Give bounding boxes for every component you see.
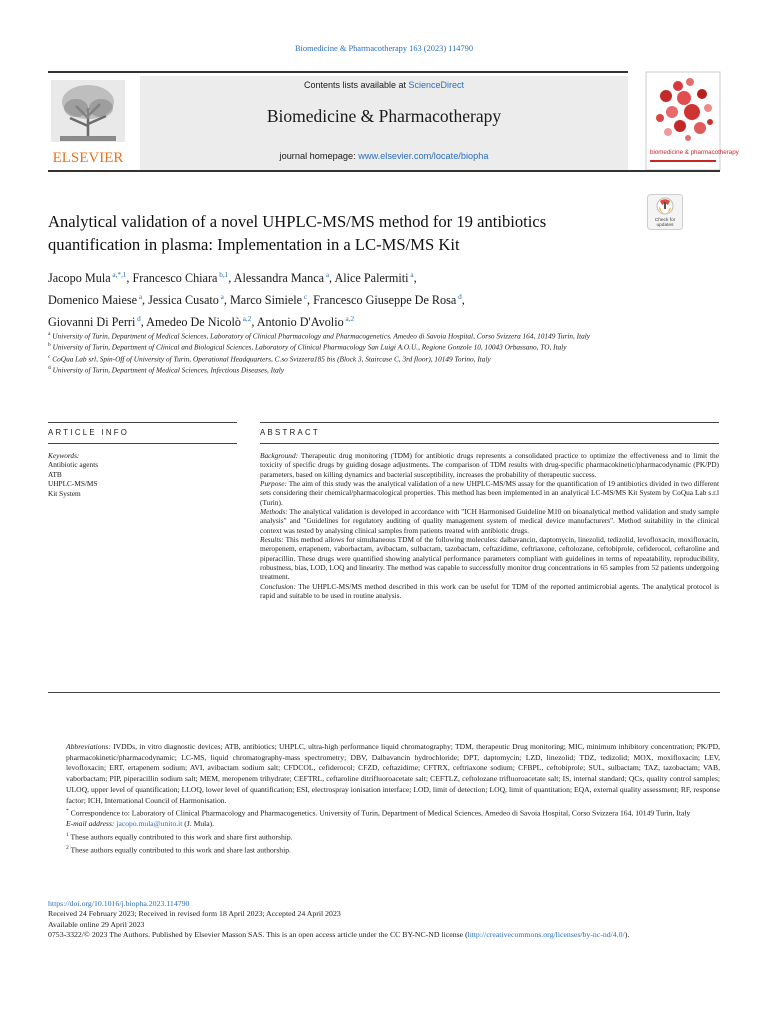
affiliation-d: $^d$ University of Turin, Department of Medical Sciences, Infectious Diseases, Italy (48, 364, 285, 375)
publication-info (48, 899, 720, 941)
author-affiliation-marker: d (456, 293, 462, 302)
header-bottom-rule (48, 170, 720, 172)
author-name[interactable]: Francesco Giuseppe De Rosa (313, 293, 457, 308)
article-info-rule-top (48, 422, 237, 423)
author-affiliation-marker: a,*,1 (110, 271, 127, 279)
elsevier-tree-logo (48, 78, 128, 166)
author-name[interactable]: Marco Simiele (229, 293, 303, 308)
contents-prefix: Contents lists available at (303, 80, 409, 90)
author-name[interactable]: Amedeo De Nicolò (146, 315, 241, 330)
author-name[interactable]: Jacopo Mula (48, 271, 111, 286)
affiliation-a: $^a$ University of Turin, Department of Medical Sciences, Laboratory of Clinical Pharmacology and Pharmacogenetics. Amedeo di Savoia Hospital, Corso Svizzera 164, 10149 Turin, Italy (48, 331, 591, 341)
license-statement: 0753-3322/© 2023 The Authors. Published by Elsevier Masson SAS. This is an open access article under the CC BY-NC-ND license (http://creativecommons.org/licenses/by-nc-nd/4.0/). (48, 930, 630, 940)
keyword-item: Antibiotic agents (48, 460, 99, 470)
correspondence-footnote: * Correspondence to: Laboratory of Clinical Pharmacology and Pharmacogenetics. University of Turin, Department of Medical Sciences, Amedeo di Savoia Hospital, Corso Svizzera 164, 10149 Turin, Italy (66, 808, 691, 818)
contents-available-line (140, 80, 628, 90)
keyword-item: ATB (48, 469, 62, 479)
abstract-methods: Methods: The analytical validation is developed in accordance with "ICH Harmonised Guideline M10 on bioanalytical method validation and study sample analysis" and "Guidelines for regulatory auditing of quality management system of medical device manufacturers". Method suitability in the clinical context was tested by analysing clinical samples from patients treated with antibiotic drugs. (260, 507, 719, 535)
author-affiliation-marker: a,2 (240, 315, 252, 324)
journal-cover-thumbnail[interactable] (646, 72, 739, 170)
abstract-rule-top (260, 422, 719, 423)
author-affiliation-marker: d (135, 315, 141, 324)
last-authorship-note: $^2$ These authors equally contributed to this work and share last authorship. (66, 845, 291, 855)
author-affiliation-marker: a (408, 271, 414, 279)
first-authorship-note: $^1$ These authors equally contributed to this work and share first authorship. (66, 832, 293, 842)
check-updates-line1: Check for (654, 218, 676, 223)
sciencedirect-link[interactable]: ScienceDirect (408, 80, 465, 90)
author-name[interactable]: Jessica Cusato (148, 293, 219, 308)
abstract-conclusion: Conclusion: The UHPLC-MS/MS method described in this work can be useful for TDM of the reported antimicrobial agents. The analytical protocol is rapid and suitable to be used in routine analysis. (260, 581, 719, 601)
author-name[interactable]: Giovanni Di Perri (48, 315, 136, 330)
keywords-block (48, 451, 233, 498)
author-name[interactable]: Domenico Maiese (48, 293, 138, 308)
author-name[interactable]: Alice Palermiti (334, 271, 409, 286)
author-affiliation-marker: a (137, 293, 143, 302)
received-dates: Received 24 February 2023; Received in revised form 18 April 2023; Accepted 24 April 2023 (48, 909, 341, 919)
abstract-purpose: Purpose: The aim of this study was the analytical validation of a new UHPLC-MS/MS assay for the quantification of 19 antibiotics divided in two different sets considering their chemical/pharmacological properties. This method has been implemented in an analytical LC-MS/MS Kit System by CoQua Lab s.r.l (Turin). (260, 479, 719, 507)
author-affiliation-marker: b,1 (217, 271, 229, 279)
running-head: Biomedicine & Pharmacotherapy 163 (2023) 114790 (294, 44, 474, 53)
article-title: Analytical validation of a novel UHPLC-MS/MS method for 19 antibiotics quantification in plasma: Implementation in a LC-MS/MS Kit (48, 212, 547, 254)
abstract-heading: ABSTRACT (260, 428, 320, 437)
author-name[interactable]: Alessandra Manca (233, 271, 325, 286)
available-online: Available online 29 April 2023 (48, 919, 145, 929)
author-name[interactable]: Francesco Chiara (132, 271, 218, 286)
author-affiliation-marker: c (302, 293, 308, 302)
check-for-updates-badge[interactable] (647, 194, 683, 230)
keyword-item: Kit System (48, 488, 81, 498)
abstract-results: Results: This method allows for simultaneous TDM of the following molecules: dalbavancin, daptomycin, linezolid, tedizolid, levofloxacin, moxifloxacin, meropenem, ertapenem, vaborbactam, avibactam, sulbactam, tazobactam, ceftazidime, ceftriaxone, ceftolozane, ceftobiprole, cefiderocol, ceftaroline and piperacillin. These drugs were quantified showing analytical performance parameters compliant with guidelines in terms of repeatability, reproducibility, robustness, bias, LOD, LOQ and linearity. The method was capable to successfully monitor drug concentrations in 65 samples from 52 patients undergoing treatment. (260, 535, 719, 582)
check-updates-line2: updates (656, 223, 674, 228)
article-info-heading: ARTICLE INFO (48, 428, 130, 437)
author-affiliation-marker: a,2 (343, 315, 355, 324)
affiliation-c: $^c$ CoQua Lab srl, Spin-Off of University of Turin, Operational Headquarters, C.so Svizzera185 bis (Block 3, Staircase C, 3rd floor), 10149 Torino, Italy (48, 353, 491, 364)
homepage-label: journal homepage: (279, 151, 359, 161)
elsevier-wordmark: ELSEVIER (52, 150, 124, 166)
homepage-link[interactable]: www.elsevier.com/locate/biopha (358, 151, 489, 161)
cover-title: biomedicine & pharmacotherapy (650, 149, 739, 156)
email-link[interactable]: jacopo.mula@unito.it (116, 819, 183, 829)
author-list: Jacopo Mula $^{a,*,1}$, Francesco Chiara $^{b,1}$, Alessandra Manca $^a$, Alice Palermiti $^a$, Domenico Maiese $^a$, Jessica Cusato $^a$, Marco Simiele $^c$, Francesco Giuseppe De Rosa $^d$, Giovanni Di Perri $^d$, Amedeo De Nicolò $^{a,2}$, Antonio D'Avolio $^{a,2}$ (48, 271, 465, 330)
doi-link[interactable]: https://doi.org/10.1016/j.biopha.2023.114790 (48, 899, 190, 908)
license-link[interactable]: http://creativecommons.org/licenses/by-nc-nd/4.0/ (467, 930, 625, 940)
abbreviations-footnote: Abbreviations: IVDDs, in vitro diagnostic devices; ATB, antibiotics; UHPLC, ultra-high performance liquid chromatography; TDM, therapeutic Drug monitoring; MIC, minimum inhibitory concentration; PK/PD, pharmacokinetic/pharmacodynamic; LC-MS, liquid chromatography-mass spectrometry; DBV, Dalbavancin hydrochloride; DPT, daptomycin; LZD, linezolid; TDZ, tedizolid; MOX, moxifloxacin; LEV, levofloxacin; ERT, ertapenem sodium; AVI, avibactam sodium salt; CFDCOL, cefiderocol; CFZD, ceftazidime; CFTRX, ceftriaxone sodium; CFBPL, ceftobiprole; SUL, sulbactam; TAZ, tazobactam; VAB, vaborbactam; PIP, piperacillin sodium salt; MEM, meropenem trihydrate; CEFTRL, ceftaroline ditrifluoroacetate salt; CEFTLZ, ceftolozane trifluoroacetate salt; IS, internal standard; QCs, quality control samples; ULOQ, upper level of quantification; LLOQ, lower level of quantification; ESI, electrospray ionisation interface; LOD, limit of detection; LOQ, limit of quantitation; EQA, external quality assessment; RF, response factor; ICH, International Council of Harmonisation. (66, 742, 720, 805)
keyword-item: UHPLC-MS/MS (48, 479, 98, 489)
abstract-body (260, 451, 719, 601)
header-top-rule (48, 71, 628, 73)
keywords-label: Keywords: (48, 451, 80, 460)
journal-title: Biomedicine & Pharmacotherapy (266, 106, 502, 126)
author-affiliation-marker: a (324, 271, 330, 279)
email-footnote: E-mail address: jacopo.mula@unito.it (J. Mula). (66, 819, 215, 829)
abstract-rule-bottom (260, 443, 719, 444)
affiliation-b: $^b$ University of Turin, Department of Clinical and Biological Sciences, Laboratory of Clinical Pharmacology San Luigi A.O.U., Regione Gonzole 10, 10043 Orbassano, TO, Italy (48, 342, 567, 352)
author-name[interactable]: Antonio D'Avolio (256, 315, 344, 330)
abstract-end-rule (48, 692, 720, 693)
footnotes (48, 742, 720, 857)
article-info-rule-bottom (48, 443, 237, 444)
affiliations (48, 330, 718, 375)
abstract-background: Background: Therapeutic drug monitoring (TDM) for antibiotic drugs represents a consolidated practice to optimize the effectiveness and to limit the toxicity of specific drugs by guiding dosage adjustments. The comparison of TDM results with drug-specific pharmacokinetic/pharmacodynamic (PK/PD) parameters, based on killing dynamics and bacterial susceptibility, increases the probability of therapeutic success. (260, 451, 719, 479)
journal-homepage-line (140, 151, 628, 161)
author-affiliation-marker: a (218, 293, 224, 302)
